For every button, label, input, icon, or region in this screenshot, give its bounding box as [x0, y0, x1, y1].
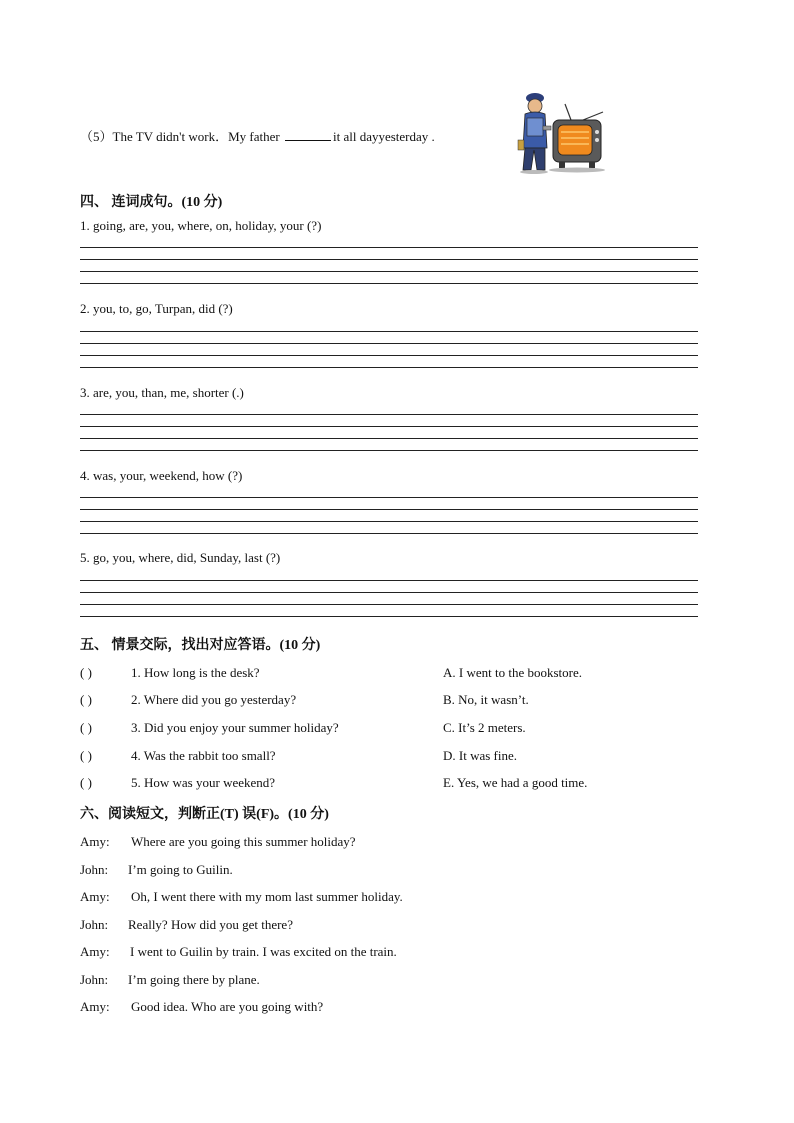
section-4-item-1: 1. going, are, you, where, on, holiday, your (?)	[80, 218, 322, 233]
television-icon	[549, 104, 605, 173]
answer-option: C. It’s 2 meters.	[443, 720, 526, 735]
tv-repairman-illustration	[513, 90, 609, 176]
q5-prefix: （5）The TV didn't work．My father	[80, 129, 283, 144]
dialogue-line: I went to Guilin by train. I was excited on the train.	[130, 944, 397, 959]
answer-paren[interactable]: ( )	[80, 775, 92, 790]
section-4-item-2: 2. you, to, go, Turpan, did (?)	[80, 301, 233, 316]
q5-sentence	[80, 126, 435, 145]
matching-row	[80, 720, 92, 736]
dialogue-speaker: John:	[80, 862, 109, 877]
answer-paren[interactable]: ( )	[80, 665, 92, 680]
section-5-title: 五、 情景交际，找出对应答语。(10 分)	[80, 638, 321, 653]
answer-option: D. It was fine.	[443, 748, 518, 763]
answer-option: E. Yes, we had a good time.	[443, 775, 588, 790]
dialogue-line: Where are you going this summer holiday?	[131, 834, 356, 849]
section-4-item-3: 3. are, you, than, me, shorter (.)	[80, 385, 244, 400]
dialogue-line: I’m going to Guilin.	[128, 862, 233, 877]
section-4-title: 四、 连词成句。(10 分)	[80, 195, 223, 210]
dialogue-speaker: Amy:	[80, 944, 110, 959]
dialogue-speaker: Amy:	[80, 889, 110, 904]
answer-option: A. I went to the bookstore.	[443, 665, 583, 680]
question-text: 2. Where did you go yesterday?	[131, 692, 297, 707]
answer-option: B. No, it wasn’t.	[443, 692, 529, 707]
matching-row	[80, 775, 92, 791]
matching-row	[80, 692, 92, 708]
dialogue-line: Good idea. Who are you going with?	[131, 999, 324, 1014]
question-text: 1. How long is the desk?	[131, 665, 260, 680]
dialogue-speaker: John:	[80, 972, 109, 987]
dialogue-line: I’m going there by plane.	[128, 972, 260, 987]
question-text: 4. Was the rabbit too small?	[131, 748, 276, 763]
dialogue-line: Really? How did you get there?	[128, 917, 293, 932]
repairman-figure-icon	[518, 93, 551, 174]
answer-paren[interactable]: ( )	[80, 720, 92, 735]
matching-row	[80, 665, 92, 681]
dialogue-line: Oh, I went there with my mom last summer holiday.	[131, 889, 403, 904]
dialogue-speaker: Amy:	[80, 999, 110, 1014]
dialogue-speaker: Amy:	[80, 834, 110, 849]
answer-paren[interactable]: ( )	[80, 692, 92, 707]
q5-suffix: it all dayyesterday .	[332, 129, 435, 144]
matching-row	[80, 748, 92, 764]
dialogue-speaker: John:	[80, 917, 109, 932]
answer-blank[interactable]	[285, 128, 331, 141]
section-6-title: 六、阅读短文，判断正(T) 误(F)。(10 分)	[80, 807, 329, 822]
question-text: 3. Did you enjoy your summer holiday?	[131, 720, 339, 735]
section-4-item-5: 5. go, you, where, did, Sunday, last (?)	[80, 550, 281, 565]
section-4-item-4: 4. was, your, weekend, how (?)	[80, 468, 243, 483]
answer-paren[interactable]: ( )	[80, 748, 92, 763]
question-text: 5. How was your weekend?	[131, 775, 276, 790]
